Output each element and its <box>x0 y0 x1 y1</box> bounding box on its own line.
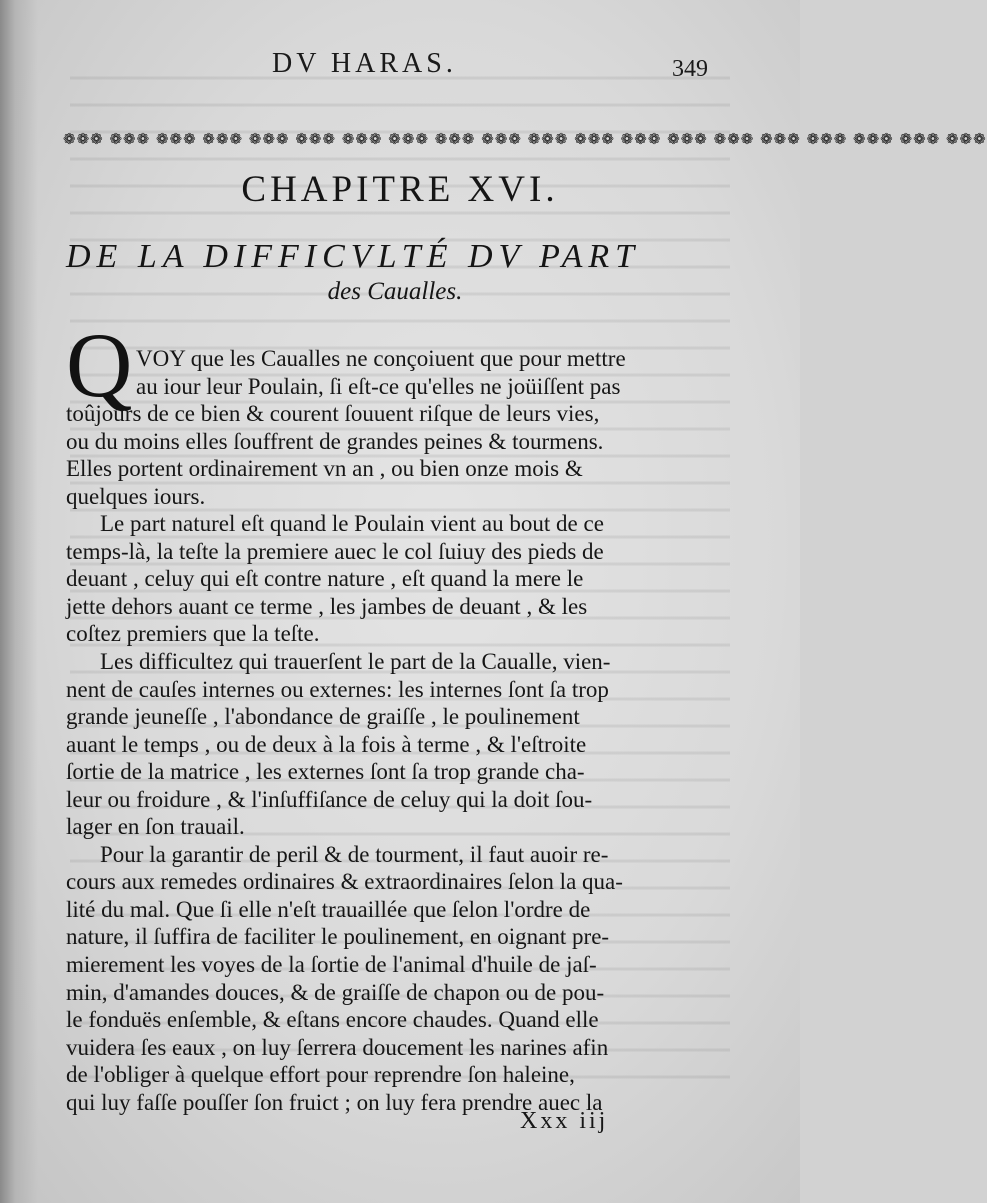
text-line: Elles portent ordinairement vn an , ou bien onze mois & <box>66 456 583 482</box>
text-line: auant le temps , ou de deux à la fois à terme , & l'eſtroite <box>66 731 587 757</box>
chapter-title: CHAPITRE XVI. <box>241 169 559 210</box>
text-line: lager en ſon trauail. <box>66 814 245 840</box>
text-line: deuant , celuy qui eſt contre nature , eſt quand la mere le <box>66 566 584 592</box>
text-line: ſortie de la matrice , les externes ſont ſa trop grande cha- <box>66 759 585 785</box>
text-line: nent de cauſes internes ou externes: les internes ſont ſa trop <box>66 676 609 702</box>
text-line: jette dehors auant ce terme , les jambes de deuant , & les <box>66 593 588 619</box>
text-line: lité du mal. Que ſi elle n'eſt trauaillée que ſelon l'ordre de <box>66 896 591 922</box>
running-head <box>0 48 800 88</box>
text-line: au iour leur Poulain, ſi eſt-ce qu'elles ne joüiſſent pas <box>136 373 621 399</box>
page-number: 349 <box>672 56 708 82</box>
text-line: mierement les voyes de la ſortie de l'animal d'huile de jaſ- <box>66 952 597 978</box>
chapter-subtitle: DE LA DIFFICVLTÉ DV PART <box>66 238 641 275</box>
text-line: Le part naturel eſt quand le Poulain vient au bout de ce <box>100 511 604 537</box>
text-line: min, d'amandes douces, & de graiſſe de chapon ou de pou- <box>66 979 605 1005</box>
signature-mark: Xxx iij <box>520 1108 609 1134</box>
drop-cap: Q <box>66 314 133 416</box>
text-line: Pour la garantir de peril & de tourment, il faut auoir re- <box>100 841 609 867</box>
text-line: nature, il ſuffira de faciliter le poulinement, en oignant pre- <box>66 924 610 950</box>
running-title: DV HARAS. <box>272 48 457 79</box>
text-line: qui luy faſſe pouſſer ſon fruict ; on luy fera prendre auec la <box>66 1089 603 1115</box>
text-line: temps-là, la teſte la premiere auec le col ſuiuy des pieds de <box>66 538 604 564</box>
text-line: leur ou froidure , & l'inſuffiſance de celuy qui la doit ſou- <box>66 786 593 812</box>
text-line: ou du moins elles ſouffrent de grandes peines & tourmens. <box>66 428 604 454</box>
ornament-band: ❁❁❁ ❁❁❁ ❁❁❁ ❁❁❁ ❁❁❁ ❁❁❁ ❁❁❁ ❁❁❁ ❁❁❁ ❁❁❁ ❁❁❁ ❁❁❁ ❁❁❁ ❁❁❁ ❁❁❁ ❁❁❁ ❁❁❁ ❁❁❁ ❁❁❁ ❁❁❁ <box>63 130 987 148</box>
text-line: le fonduës enſemble, & eſtans encore chaudes. Quand elle <box>66 1007 599 1033</box>
text-line: de l'obliger à quelque effort pour reprendre ſon haleine, <box>66 1062 575 1088</box>
chapter-subtitle-continued: des Caualles. <box>327 278 463 305</box>
body-text <box>66 345 726 1116</box>
text-line: VOY que les Caualles ne conçoiuent que pour mettre <box>136 346 626 371</box>
text-line: grande jeuneſſe , l'abondance de graiſſe , le poulinement <box>66 704 580 730</box>
text-line: cours aux remedes ordinaires & extraordinaires ſelon la qua- <box>66 869 623 895</box>
text-line: vuidera ſes eaux , on luy ſerrera doucement les narines afin <box>66 1034 609 1060</box>
text-line: Les difficultez qui trauerſent le part de la Caualle, vien- <box>100 649 611 675</box>
text-line: quelques iours. <box>66 483 206 509</box>
text-line: toûjours de ce bien & courent ſouuent riſque de leurs vies, <box>66 401 600 427</box>
text-line: coſtez premiers que la teſte. <box>66 621 320 647</box>
